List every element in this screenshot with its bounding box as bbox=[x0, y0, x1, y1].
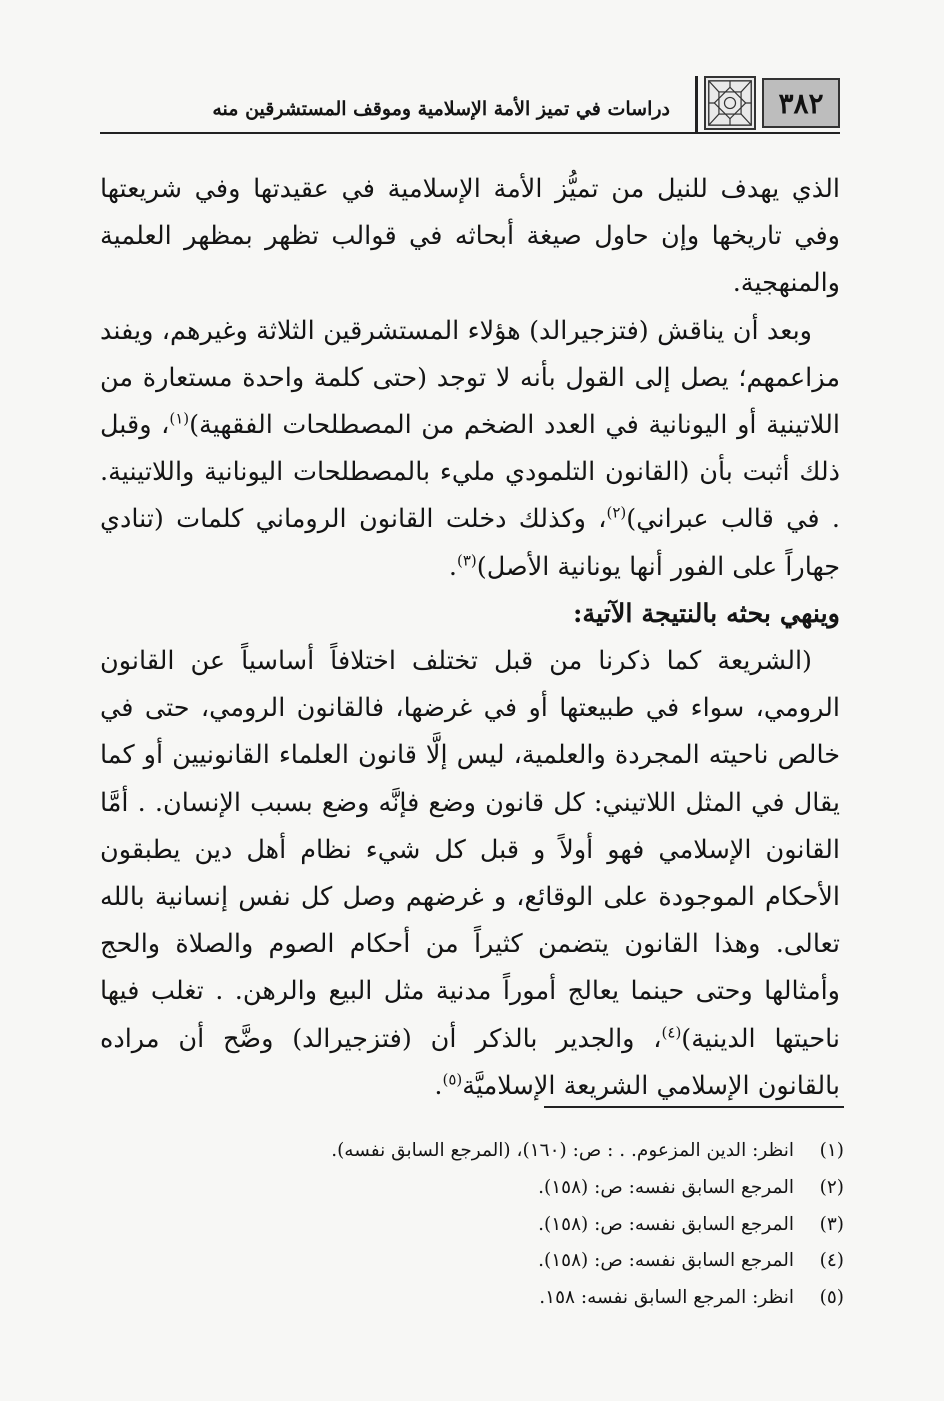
footnote-2 bbox=[104, 1170, 844, 1207]
footnote-number: (٢) bbox=[819, 1176, 844, 1198]
page-number: ٣٨٢ bbox=[762, 78, 840, 128]
paragraph-2 bbox=[100, 308, 840, 591]
footnote-ref-2[interactable]: (٢) bbox=[606, 503, 627, 522]
footnote-number: (٥) bbox=[819, 1287, 844, 1309]
paragraph-2-text-b: ، وقبل ذلك أثبت بأن (القانون التلمودي مليء بالمصطلحات اليونانية واللاتينية. . في قالب عبراني) bbox=[100, 410, 841, 535]
footnote-text: المرجع السابق نفسه: ص: (١٥٨). bbox=[538, 1250, 794, 1272]
paragraph-3-text-c: . bbox=[434, 1070, 443, 1101]
footnote-text: المرجع السابق نفسه: ص: (١٥٨). bbox=[538, 1176, 794, 1198]
running-title: دراسات في تميز الأمة الإسلامية وموقف المستشرقين منه bbox=[212, 98, 670, 120]
footnote-ref-1[interactable]: (١) bbox=[169, 409, 190, 428]
main-text bbox=[100, 166, 840, 1110]
paragraph-1: الذي يهدف للنيل من تميُّز الأمة الإسلامية في عقيدتها وفي شريعتها وفي تاريخها وإن حاول صيغة أبحاثه في قوالب تظهر بمظهر العلمية والمنهجية. bbox=[100, 174, 840, 299]
footnote-divider bbox=[544, 1106, 844, 1108]
footnote-ref-5[interactable]: (٥) bbox=[442, 1070, 463, 1089]
footnote-5 bbox=[104, 1280, 844, 1317]
footnotes bbox=[104, 1133, 844, 1317]
footnote-1 bbox=[104, 1133, 844, 1170]
footnote-text: انظر: الدين المزعوم. . : ص: (١٦٠)، (المرجع السابق نفسه). bbox=[331, 1140, 794, 1161]
header-divider bbox=[695, 76, 698, 132]
section-heading: وينهي بحثه بالنتيجة الآتية: bbox=[572, 598, 840, 629]
paragraph-3 bbox=[100, 638, 840, 1110]
footnote-number: (١) bbox=[819, 1140, 844, 1161]
footnote-text: المرجع السابق نفسه: ص: (١٥٨). bbox=[538, 1213, 794, 1235]
footnote-text: انظر: المرجع السابق نفسه: ١٥٨. bbox=[539, 1287, 794, 1309]
footnote-ref-4[interactable]: (٤) bbox=[661, 1023, 682, 1042]
footnote-4 bbox=[104, 1243, 844, 1280]
paragraph-2-text-a: وبعد أن يناقش (فتزجيرالد) هؤلاء المستشرقين الثلاثة وغيرهم، ويفند مزاعمهم؛ يصل إلى القول بأنه لا توجد (حتى كلمة واحدة مستعارة من اللاتينية أو اليونانية في العدد الضخم من المصطلحات الفقهية) bbox=[100, 315, 840, 441]
paragraph-3-text-b: ، والجدير بالذكر أن (فتزجيرالد) وضَّح أن مراده بالقانون الإسلامي الشريعة الإسلاميَّة bbox=[100, 1023, 840, 1101]
ornament-icon bbox=[704, 76, 756, 130]
footnote-number: (٣) bbox=[819, 1213, 844, 1235]
footnote-number: (٤) bbox=[819, 1250, 844, 1272]
paragraph-2-text-d: . bbox=[448, 551, 457, 582]
paragraph-3-text-a: (الشريعة كما ذكرنا من قبل تختلف اختلافاً أساسياً عن القانون الرومي، سواء في طبيعتها أو في غرضها، فالقانون الرومي، حتى في خالص ناحيته المجردة والعلمية، ليس إلَّا قانون العلماء القانونيين أو كما يقال في المثل اللاتيني: كل قانون وضع فإنَّه وضع بسبب الإنسان. . أمَّا القانون الإسلامي فهو أولاً و قبل كل شيء نظام أهل دين يطبقون الأحكام الموجودة على الوقائع، و غرضهم وصل كل نفس إنسانية بالله تعالى. وهذا القانون يتضمن كثيراً من أحكام الصوم والصلاة والحج وأمثالها وحتى حينما يعالج أموراً مدنية مثل البيع والرهن. . تغلب فيها ناحيتها الدينية) bbox=[100, 646, 840, 1054]
footnote-ref-3[interactable]: (٣) bbox=[457, 551, 477, 570]
page-header bbox=[100, 70, 840, 134]
paragraph-2-text-c: ، وكذلك دخلت القانون الروماني كلمات (تنادي جهاراً على الفور أنها يونانية الأصل) bbox=[100, 504, 840, 582]
footnote-3 bbox=[104, 1207, 844, 1244]
